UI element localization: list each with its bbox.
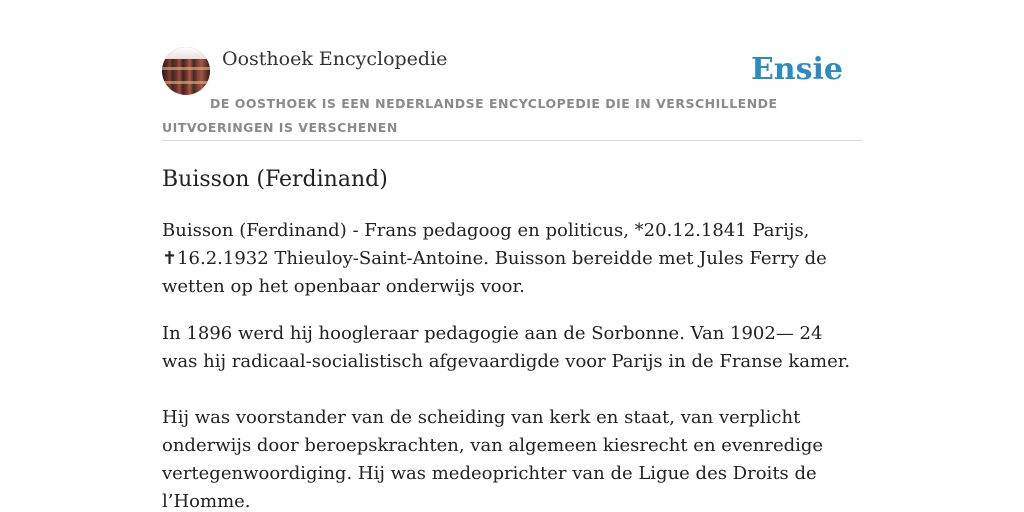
article-paragraph: Buisson (Ferdinand) - Frans pedagoog en politicus, *20.12.1841 Parijs, ✝16.2.1932 Thieuloy-Saint-Antoine. Buisson bereidde met Jules Ferry de wetten op het openbaar onderwijs voor. [162,220,827,297]
avatar-book-band [162,81,210,84]
ensie-logo-link[interactable]: Ensie [750,52,843,87]
article-body [162,217,862,512]
site-name-link[interactable]: Oosthoek Encyclopedie [222,48,448,70]
site-tagline: DE OOSTHOEK IS EEN NEDERLANDSE ENCYCLOPEDIE DIE IN VERSCHILLENDE UITVOERINGEN IS VERSCHENEN [162,96,778,135]
avatar-book-band [162,67,210,70]
avatar-shelf-top [162,47,210,59]
article-paragraph: In 1896 werd hij hoogleraar pedagogie aan de Sorbonne. Van 1902— 24 was hij radicaal-socialistisch afgevaardigde voor Parijs in de Franse kamer. [162,323,851,372]
article-title: Buisson (Ferdinand) [162,167,388,192]
article-card [162,44,862,512]
site-header [162,44,862,141]
bookshelf-avatar-icon[interactable] [162,47,210,95]
article-paragraph: Hij was voorstander van de scheiding van kerk en staat, van verplicht onderwijs door beroepskrachten, van algemeen kiesrecht en evenredige vertegenwoordiging. Hij was medeoprichter van de Ligue des Droits de l’Homme. [162,407,824,512]
